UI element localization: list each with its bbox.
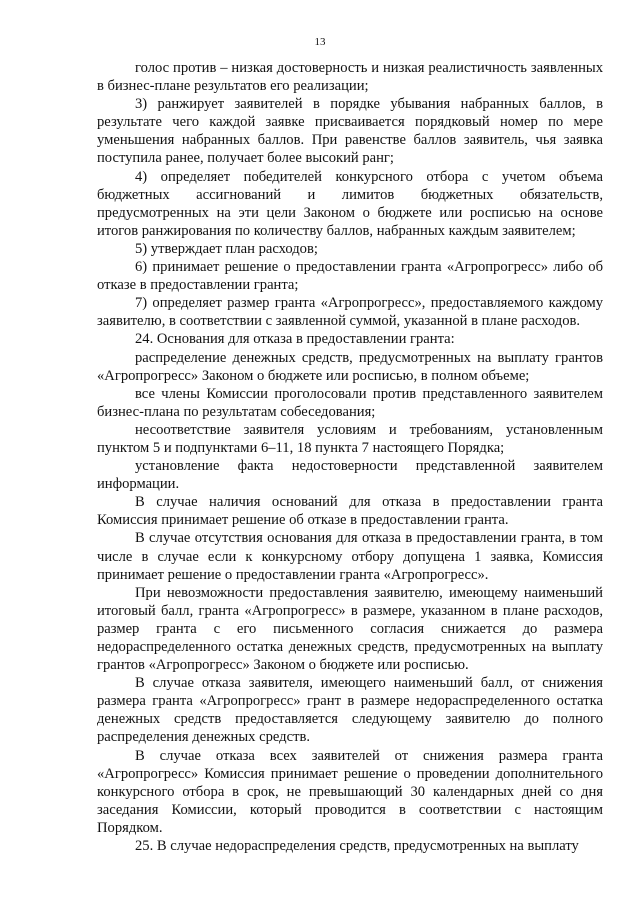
paragraph: голос против – низкая достоверность и низкая реалистичность заявленных в бизнес-плане результатов его реализации; [97, 60, 603, 95]
paragraph: несоответствие заявителя условиям и требованиям, установленным пунктом 5 и подпунктами 6–11, 18 пункта 7 настоящего Порядка; [97, 421, 603, 456]
paragraph: установление факта недостоверности представленной заявителем информации. [97, 458, 603, 493]
paragraph: 3) ранжирует заявителей в порядке убывания набранных баллов, в результате чего каждой заявке присваивается порядковый номер по мере уменьшения набранных баллов. При равенстве баллов заявитель, чья заявка поступила ранее, получает более высокий ранг; [97, 96, 603, 167]
paragraph: 25. В случае недораспределения средств, предусмотренных на выплату [135, 838, 579, 855]
paragraph: распределение денежных средств, предусмотренных на выплату грантов «Агропрогресс» Законом о бюджете или росписью, в полном объеме; [97, 349, 603, 384]
paragraph: 6) принимает решение о предоставлении гранта «Агропрогресс» либо об отказе в предоставлении гранта; [97, 259, 603, 294]
paragraph: 7) определяет размер гранта «Агропрогресс», предоставляемого каждому заявителю, в соответствии с заявленной суммой, указанной в плане расходов. [97, 295, 603, 330]
paragraph: В случае отказа всех заявителей от снижения размера гранта «Агропрогресс» Комиссия принимает решение о проведении дополнительного конкурсного отбора в срок, не превышающий 30 календарных дней со дня заседания Комиссии, который проводится в соответствии с настоящим Порядком. [97, 747, 603, 836]
section-heading: 24. Основания для отказа в предоставлении гранта: [135, 331, 455, 348]
paragraph: В случае наличия оснований для отказа в предоставлении гранта Комиссия принимает решение об отказе в предоставлении гранта. [97, 494, 603, 529]
paragraph: В случае отсутствия основания для отказа в предоставлении гранта, в том числе в случае если к конкурсному отбору допущена 1 заявка, Комиссия принимает решение о предоставлении гранта «Агропрогресс». [97, 530, 603, 583]
paragraph: При невозможности предоставления заявителю, имеющему наименьший итоговый балл, гранта «Агропрогресс» в размере, указанном в плане расходов, размер гранта с его письменного согласия снижается до размера недораспределенного остатка денежных средств, предусмотренных на выплату грантов «Агропрогресс» Законом о бюджете или росписью. [97, 584, 603, 674]
page-number: 13 [314, 36, 326, 48]
paragraph: 4) определяет победителей конкурсного отбора с учетом объема бюджетных ассигнований и лимитов бюджетных обязательств, предусмотренных на эти цели Законом о бюджете или росписью на основе итогов ранжирования по количеству баллов, набранных каждым заявителем; [97, 168, 603, 239]
paragraph: все члены Комиссии проголосовали против представленного заявителем бизнес-плана по результатам собеседования; [97, 385, 603, 420]
paragraph: В случае отказа заявителя, имеющего наименьший балл, от снижения размера гранта «Агропрогресс» грант в размере недораспределенного остатка денежных средств предоставляется следующему заявителю до полного распределения денежных средств. [97, 675, 603, 746]
paragraph: 5) утверждает план расходов; [135, 240, 318, 257]
document-body [97, 59, 603, 855]
